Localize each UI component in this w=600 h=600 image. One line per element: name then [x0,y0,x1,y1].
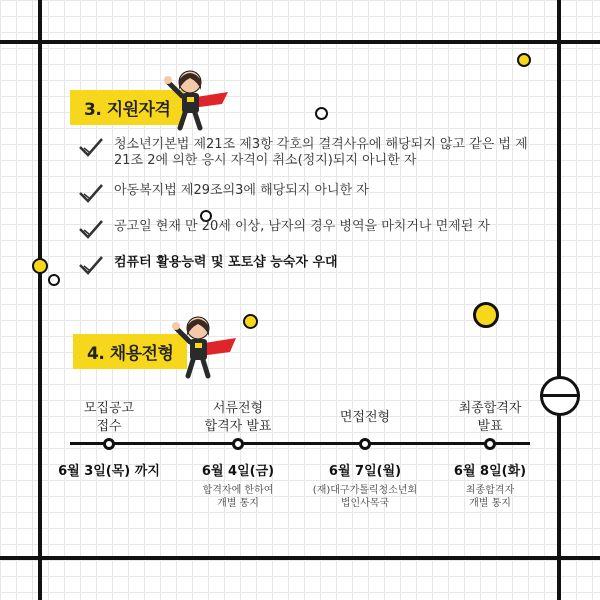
decor-dot-white [48,274,60,286]
decor-dot-yellow [517,53,531,67]
frame-bottom-line [0,556,600,560]
superhero-mascot-icon [168,308,240,382]
step-note-line: 개별 통지 [217,498,259,509]
step-note-line: (재)대구가톨릭청소년회 [312,485,418,496]
step-title [183,400,293,436]
step-title-line: 접수 [96,419,122,434]
qualification-text: 공고일 현재 만 20세 이상, 남자의 경우 병역을 마치거나 면제된 자 [114,219,490,234]
qualification-text: 청소년기본법 제21조 제3항 각호의 결격사유에 해당되지 않고 같은 법 제21조 2에 의한 응시 자격이 취소(정지)되지 아니한 자 [114,137,528,168]
decor-circle-crossline [540,394,580,397]
step-note [300,484,430,510]
list-item [78,183,538,203]
timeline-node [232,438,244,450]
decor-dot-white [315,107,328,120]
step-title-line: 합격자 발표 [204,419,272,434]
decor-dot-yellow [473,302,499,328]
step-note [425,484,555,510]
step-title [310,409,420,427]
list-item [78,137,538,171]
step-note-line: 법인사목국 [340,498,390,509]
step-title-line: 모집공고 [83,401,135,416]
qualification-text: 컴퓨터 활용능력 및 포토샵 능숙자 우대 [114,255,338,270]
decor-dot-yellow [243,314,258,329]
step-title-line: 서류전형 [212,401,264,416]
check-mark-icon [78,137,104,159]
timeline-line [70,442,530,445]
step-title [54,400,164,436]
step-title [435,400,545,436]
step-title-line: 발표 [477,419,503,434]
qualification-text: 아동복지법 제29조의3에 해당되지 아니한 자 [114,183,369,198]
step-note-line: 합격자에 한하여 [202,485,274,496]
step-note [173,484,303,510]
timeline-node [103,438,115,450]
check-mark-icon [78,183,104,205]
list-item [78,219,538,239]
step-date: 6월 4일(금) [201,464,275,479]
decor-dot-yellow [32,258,48,274]
frame-left-line [38,0,42,600]
check-mark-icon [78,255,104,277]
superhero-mascot-icon [162,64,232,134]
step-note-line: 개별 통지 [469,498,511,509]
timeline-node [484,438,496,450]
list-item [78,255,538,275]
step-date: 6월 3일(목) 까지 [58,464,160,479]
step-note-line: 최종합격자 [465,485,515,496]
step-title-line: 면접전형 [339,410,391,425]
section-heading-process: 4. 채용전형 [73,334,187,369]
timeline-node [359,438,371,450]
step-title-line: 최종합격자 [458,401,522,416]
step-date: 6월 8일(화) [453,464,527,479]
check-mark-icon [78,219,104,241]
step-date: 6월 7일(월) [328,464,402,479]
frame-right-line [557,0,561,600]
frame-top-line [0,40,600,44]
section-heading-qualification: 3. 지원자격 [70,90,184,125]
